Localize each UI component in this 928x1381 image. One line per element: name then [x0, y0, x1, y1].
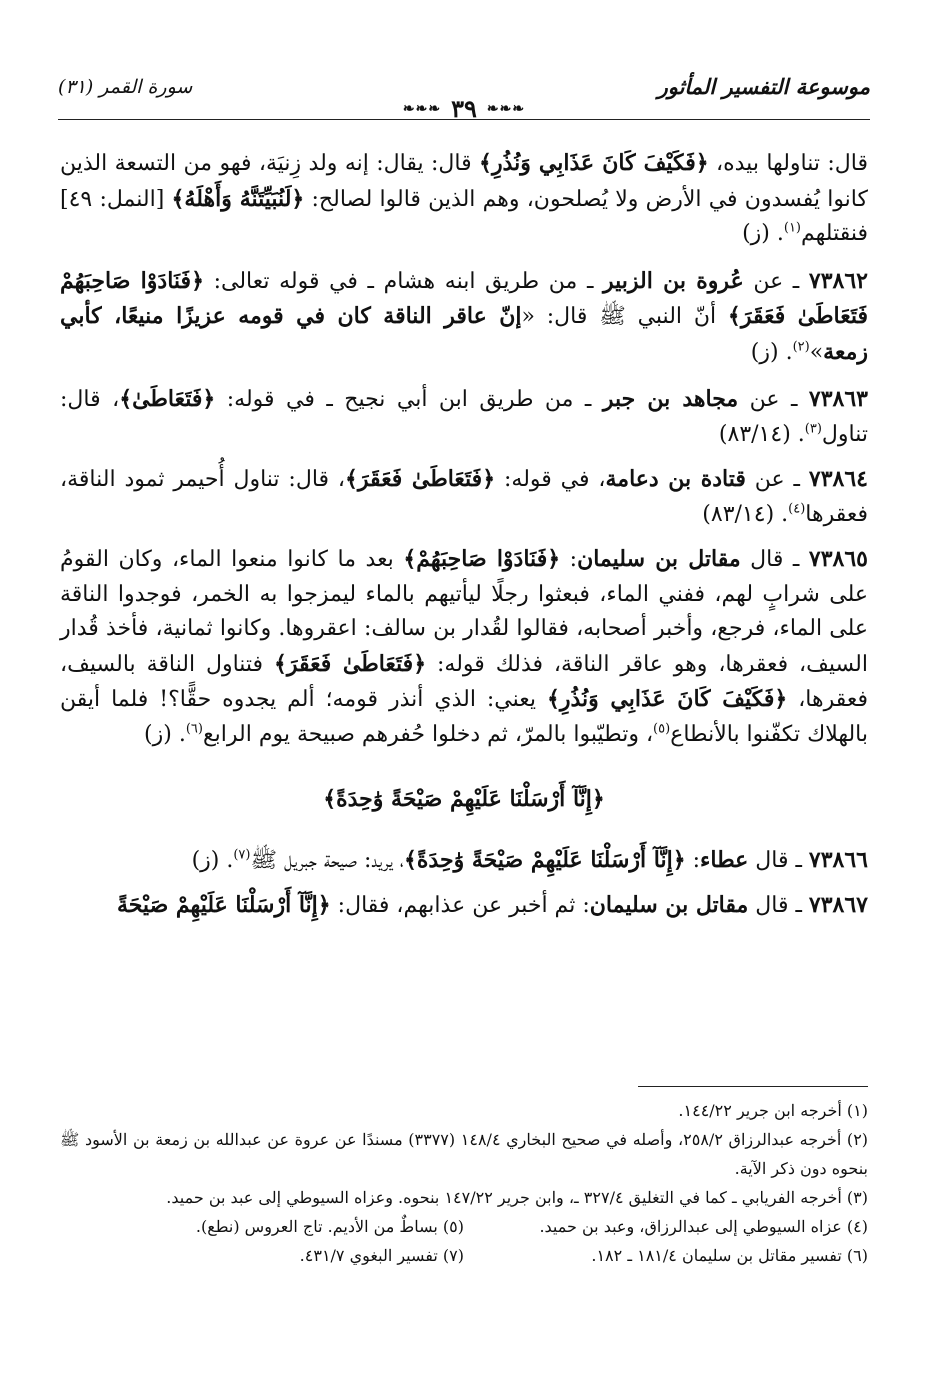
footnote-rule [638, 1086, 868, 1087]
narrator-name: مجاهد بن جبر [602, 386, 739, 412]
entry-text: ـ قال [740, 547, 809, 572]
entry-text: ـ من طريق ابنه هشام ـ في قوله تعالى: [203, 268, 603, 294]
entry-text: يعني: الذي أنذر قومه؛ ألم يجدوه حقًّا؟! فلما أيقن بالهلاك تكفّنوا بالأنطاع [60, 687, 868, 747]
narration-entry [60, 542, 868, 752]
main-text [60, 146, 868, 934]
narration-entry [60, 382, 868, 452]
entry-text: : [685, 847, 701, 873]
entry-text: ـ قال [748, 893, 809, 918]
entry-number: ٧٣٨٦٧ [808, 892, 868, 918]
page-header [58, 72, 870, 123]
narrator-name: عطاء [700, 846, 749, 873]
narrator-name: مقاتل بن سليمان [577, 546, 741, 572]
surah-label: سورة القمر (٣١) [58, 76, 193, 98]
narration-entry [60, 462, 868, 532]
footnote-3: (٣) أخرجه الفريابي ـ كما في التغليق ٣٢٧/٤ ـ، وابن جرير ١٤٧/٢٢ بنحوه. وعزاه السيوطي إلى عبد بن حميد. [166, 1188, 868, 1207]
section-verse-heading: ﴿إِنَّآ أَرْسَلْنَا عَلَيْهِمْ صَيْحَةً وَٰحِدَةً﴾ [323, 786, 605, 812]
entry-number: ٧٣٨٦٣ [808, 386, 868, 412]
page-number: ٣٩ [451, 94, 477, 123]
quran-verse: ﴿إِنَّآ أَرْسَلْنَا عَلَيْهِمْ صَيْحَةً وَٰحِدَةً﴾ [404, 846, 686, 873]
footnote-ref[interactable]: (٢) [792, 339, 810, 355]
footnote-5: (٥) بساطٌ من الأديم. تاج العروس (نطع). [195, 1217, 464, 1236]
footnote-ref[interactable]: (٤) [788, 501, 806, 517]
entry-text: ، وتطيّبوا بالمرّ، ثم دخلوا حُفرهم صبيحة يوم الرابع [202, 721, 654, 747]
footnote-7: (٧) تفسير البغوي ٤٣١/٧. [299, 1246, 464, 1265]
footnote-ref[interactable]: (٦) [185, 721, 203, 737]
entry-text: ، في قوله: [495, 467, 606, 492]
header-rule [58, 119, 870, 120]
quran-verse: ﴿فَتَعَاطَىٰ﴾ [119, 386, 216, 412]
entry-text: . (٨٣/١٤) [702, 501, 789, 527]
narrator-name: عُروة بن الزبير [603, 267, 744, 294]
entry-text: : [560, 547, 578, 572]
intro-text: . (ز) [742, 221, 784, 246]
footnotes [60, 1096, 868, 1270]
quran-verse: ﴿فَتَعَاطَىٰ فَعَقَرَ﴾ [345, 466, 496, 492]
narrator-name: قتادة بن دعامة [605, 466, 746, 492]
narration-entry [60, 264, 868, 371]
intro-paragraph [60, 146, 868, 252]
footnote-row [60, 1241, 868, 1270]
entry-text: أنّ النبي ﷺ قال: « [521, 304, 728, 329]
narration-entry [60, 843, 868, 879]
intro-text: [النمل: ٤٩] فنقتلهم [60, 186, 868, 246]
entry-text: : ثم أخبر عن عذابهم، فقال: [330, 893, 590, 918]
intro-text: قال: تناولها بيده، [708, 151, 868, 176]
entry-text: ـ عن [743, 268, 809, 294]
footnote-ref[interactable]: (٥) [653, 721, 671, 737]
entry-number: ٧٣٨٦٥ [808, 546, 868, 572]
footnote-1: (١) أخرجه ابن جرير ١٤٤/٢٢. [678, 1101, 868, 1120]
entry-text: ـ قال [748, 847, 809, 873]
quran-verse: ﴿فَنَادَوْا صَاحِبَهُمْ﴾ [403, 546, 561, 572]
footnote-4: (٤) عزاه السيوطي إلى عبدالرزاق، وعبد بن حميد. [539, 1217, 868, 1236]
footnote-row [60, 1212, 868, 1241]
entry-number: ٧٣٨٦٤ [808, 466, 868, 492]
footnote-ref[interactable]: (١) [783, 220, 801, 236]
entry-text: ، قال: تناول أُحيمر ثمود الناقة، فعقرها [60, 467, 868, 527]
footnote-6: (٦) تفسير مقاتل بن سليمان ١٨١/٤ ـ ١٨٢. [591, 1246, 868, 1265]
book-title: موسوعة التفسير المأثور [657, 74, 870, 99]
entry-text: . (ز) [191, 847, 234, 873]
quran-verse: ﴿فَكَيْفَ كَانَ عَذَابِي وَنُذُرِ﴾ [546, 686, 788, 712]
hadith-text: إنّ عاقر الناقة كان في قومه عزيزًا منيعًا، كأبي زمعة [60, 303, 868, 365]
entry-text: ـ عن [738, 387, 809, 412]
entry-text: ـ عن [745, 467, 809, 492]
intro-text: قال: يقال: إنه ولد زِنيَة، فهو من التسعة الذين كانوا يُفسدون في الأرض ولا يُصلحون، وهم الذين قالوا لصالح: [60, 151, 868, 212]
footnote-2: (٢) أخرجه عبدالرزاق ٢٥٨/٢، وأصله في صحيح البخاري ١٤٨/٤ (٣٣٧٧) مسندًا عن عروة عن عبدالله بن زمعة بن الأسود ﷺ بنحوه دون ذكر الآية. [60, 1130, 869, 1178]
quran-verse: ﴿فَكَيْفَ كَانَ عَذَابِي وَنُذُرِ﴾ [479, 150, 709, 176]
entry-number: ٧٣٨٦٦ [808, 846, 868, 873]
narration-entry [60, 888, 868, 924]
entry-text: . (ز) [144, 721, 186, 747]
entry-text: فتناول الناقة بالسيف، فعقرها، [60, 651, 868, 712]
quran-verse: ﴿إِنَّآ أَرْسَلْنَا عَلَيْهِمْ صَيْحَةً [116, 892, 331, 918]
footnote-ref[interactable]: (٧) [233, 847, 251, 863]
entry-number: ٧٣٨٦٢ [808, 267, 868, 294]
entry-text: . (٨٣/١٤) [718, 421, 805, 447]
ornament-left: ❧❧❧ [402, 100, 442, 117]
quran-verse: ﴿فَنَادَوْا صَاحِبَهُمْ فَتَعَاطَىٰ فَعَقَرَ﴾ [60, 267, 869, 329]
entry-text: ـ من طريق ابن أبي نجيح ـ في قوله: [215, 387, 603, 412]
quran-verse: ﴿لَنُبَيِّتَنَّهُ وَأَهْلَهُ﴾ [171, 185, 305, 212]
narrator-name: مقاتل بن سليمان [589, 892, 749, 918]
footnote-ref[interactable]: (٣) [804, 421, 822, 437]
entry-text: ، يريد: صيحة جبريل ﷺ [250, 847, 405, 873]
entry-text: » [809, 339, 824, 365]
entry-text: . (ز) [750, 339, 793, 365]
entry-text: بعد ما كانوا منعوا الماء، وكان القومُ على شرابٍ لهم، ففني الماء، فبعثوا رجلًا ليأتيهم بالماء ليمزجوا به الخمر، فوجدوا الناقة على الماء، فرجع، وأخبر أصحابه، فقالوا لقُدار بن سالف: اعقروها. وكانوا ثمانية، فأخذ قُدار السيف، فعقرها، وهو عاقر الناقة، فذلك قوله: [60, 547, 868, 677]
ornament-right: ❧❧❧ [486, 100, 526, 117]
quran-verse: ﴿فَتَعَاطَىٰ فَعَقَرَ﴾ [274, 650, 427, 677]
entry-text: ، قال: تناول [60, 387, 868, 447]
